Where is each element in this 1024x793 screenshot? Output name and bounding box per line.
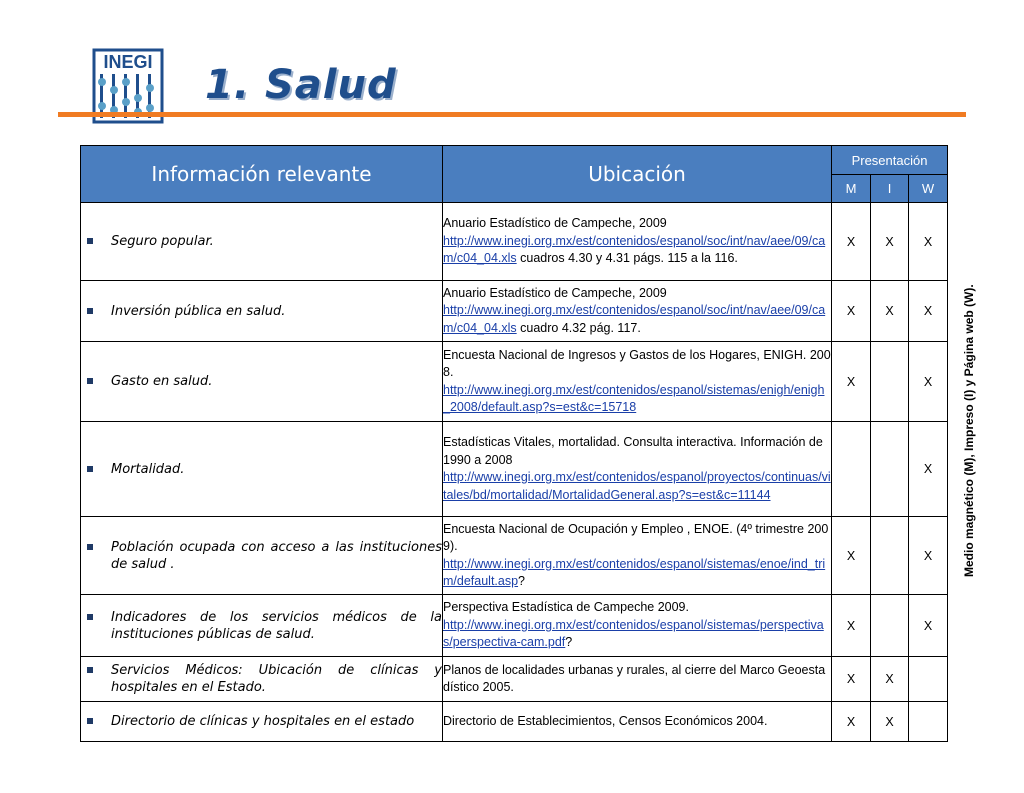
mark-w (909, 702, 948, 742)
location-link[interactable]: http://www.inegi.org.mx/est/contenidos/espanol/sistemas/enoe/ind_trim/default.asp (443, 556, 826, 588)
mark-m: X (832, 595, 871, 657)
bullet-icon (87, 308, 93, 314)
location-note: ? (565, 635, 573, 650)
mark-m: X (832, 342, 871, 422)
mark-w: X (909, 422, 948, 517)
location-note: cuadro 4.32 pág. 117. (516, 320, 641, 335)
mark-m (832, 422, 871, 517)
info-text: Servicios Médicos: Ubicación de clínicas y hospitales en el Estado. (111, 663, 442, 695)
info-text: Inversión pública en salud. (111, 303, 286, 319)
header-m: M (832, 175, 871, 203)
table-row (81, 342, 948, 422)
location-note: ? (518, 574, 525, 588)
mark-w: X (909, 517, 948, 595)
location-text: Perspectiva Estadística de Campeche 2009. (443, 600, 689, 615)
location-link[interactable]: http://www.inegi.org.mx/est/contenidos/espanol/soc/int/nav/aee/09/cam/c04_04.xls (443, 233, 826, 266)
mark-i: X (871, 203, 909, 281)
location-note: cuadros 4.30 y 4.31 págs. 115 a la 116. (516, 251, 738, 266)
mark-m: X (832, 281, 871, 342)
info-text: Indicadores de los servicios médicos de la instituciones públicas de salud. (111, 609, 442, 642)
mark-i (871, 342, 909, 422)
info-text: Población ocupada con acceso a las instituciones de salud . (111, 539, 442, 572)
location-link[interactable]: http://www.inegi.org.mx/est/contenidos/espanol/soc/int/nav/aee/09/cam/c04_04.xls (443, 303, 826, 335)
mark-w: X (909, 342, 948, 422)
table-row (81, 422, 948, 517)
location-link[interactable]: http://www.inegi.org.mx/est/contenidos/espanol/sistemas/perspectivas/perspectiva-cam.pdf (443, 617, 824, 650)
table-row (81, 657, 948, 702)
location-text: Planos de localidades urbanas y rurales, al cierre del Marco Geoestadístico 2005. (443, 662, 826, 694)
bullet-icon (87, 466, 93, 472)
location-text: Estadísticas Vitales, mortalidad. Consulta interactiva. Información de 1990 a 2008 (443, 435, 823, 467)
location-text: Encuesta Nacional de Ingresos y Gastos de los Hogares, ENIGH. 2008. (443, 347, 831, 379)
mark-m: X (832, 702, 871, 742)
table-row (81, 702, 948, 742)
info-text: Directorio de clínicas y hospitales en el estado (111, 714, 415, 729)
logo-text: INEGI (103, 52, 153, 72)
location-text: Directorio de Establecimientos, Censos Económicos 2004. (443, 713, 768, 728)
location-text: Encuesta Nacional de Ocupación y Empleo , ENOE. (4º trimestre 2009). (443, 521, 829, 553)
mark-i: X (871, 281, 909, 342)
mark-w: X (909, 203, 948, 281)
header-info: Información relevante (81, 146, 443, 203)
location-link[interactable]: http://www.inegi.org.mx/est/contenidos/espanol/proyectos/continuas/vitales/bd/mortalidad/MortalidadGeneral.asp?s=est&c=11144 (443, 470, 831, 502)
info-text: Mortalidad. (111, 461, 185, 477)
bullet-icon (87, 718, 93, 724)
mark-m: X (832, 657, 871, 702)
bullet-icon (87, 614, 93, 620)
page-title: 1. Salud (205, 62, 397, 108)
mark-m: X (832, 517, 871, 595)
mark-i (871, 422, 909, 517)
header-w: W (909, 175, 948, 203)
table-row (81, 203, 948, 281)
header-presentation: Presentación (832, 146, 948, 175)
table-row (81, 517, 948, 595)
bullet-icon (87, 378, 93, 384)
mark-i: X (871, 657, 909, 702)
mark-w (909, 657, 948, 702)
header-location: Ubicación (443, 146, 832, 203)
header-divider (58, 112, 966, 117)
mark-i (871, 517, 909, 595)
info-table (80, 145, 948, 742)
mark-w: X (909, 595, 948, 657)
table-row (81, 281, 948, 342)
bullet-icon (87, 544, 93, 550)
mark-m: X (832, 203, 871, 281)
location-text: Anuario Estadístico de Campeche, 2009 (443, 216, 667, 231)
mark-i: X (871, 702, 909, 742)
mark-w: X (909, 281, 948, 342)
side-note: Medio magnético (M), Impreso (I) y Página web (W). (962, 284, 976, 577)
info-text: Gasto en salud. (111, 374, 213, 389)
header-i: I (871, 175, 909, 203)
bullet-icon (87, 238, 93, 244)
info-text: Seguro popular. (111, 234, 214, 249)
table-row (81, 595, 948, 657)
location-link[interactable]: http://www.inegi.org.mx/est/contenidos/espanol/sistemas/enigh/enigh_2008/default.asp?s=est&c=15718 (443, 382, 825, 414)
location-text: Anuario Estadístico de Campeche, 2009 (443, 285, 667, 300)
bullet-icon (87, 667, 93, 673)
mark-i (871, 595, 909, 657)
